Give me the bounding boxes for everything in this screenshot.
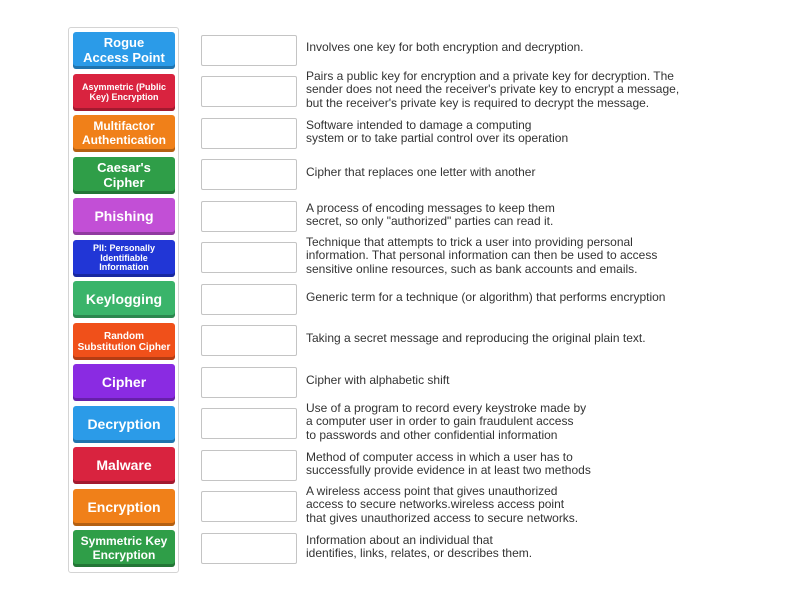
- drop-box-11[interactable]: [201, 450, 297, 481]
- tile-asymmetric-encryption[interactable]: Asymmetric (Public Key) Encryption: [73, 74, 175, 111]
- tile-caesars-cipher[interactable]: Caesar's Cipher: [73, 157, 175, 194]
- definition-9: [306, 363, 726, 399]
- drop-box-13[interactable]: [201, 533, 297, 564]
- drop-box-3[interactable]: [201, 118, 297, 149]
- definition-text: Method of computer access in which a user has to successfully provide evidence in at least two methods: [306, 449, 591, 477]
- tile-encryption[interactable]: Encryption: [73, 489, 175, 526]
- definition-4: [306, 155, 726, 191]
- definition-text: Cipher with alphabetic shift: [306, 373, 450, 388]
- drop-box-1[interactable]: [201, 35, 297, 66]
- definition-text: Software intended to damage a computing system or to take partial control over its operation: [306, 117, 569, 145]
- drop-box-6[interactable]: [201, 242, 297, 273]
- definition-text: Information about an individual that identifies, links, relates, or describes them.: [306, 532, 533, 560]
- definition-6: [306, 234, 726, 276]
- definition-text: Cipher that replaces one letter with another: [306, 165, 536, 180]
- tile-malware[interactable]: Malware: [73, 447, 175, 484]
- definition-text: Generic term for a technique (or algorithm) that performs encryption: [306, 290, 666, 305]
- drop-box-7[interactable]: [201, 284, 297, 315]
- drop-box-9[interactable]: [201, 367, 297, 398]
- drop-box-8[interactable]: [201, 325, 297, 356]
- definition-13: [306, 529, 726, 565]
- definition-text: Technique that attempts to trick a user into providing personal information. That personal information can then be used to access sensitive online resources, such as bank accounts and emails.: [306, 234, 658, 276]
- tile-random-substitution-cipher[interactable]: Random Substitution Cipher: [73, 323, 175, 360]
- definition-text: A process of encoding messages to keep them secret, so only "authorized" parties can read it.: [306, 200, 555, 228]
- definition-12: [306, 483, 726, 525]
- tile-pii[interactable]: PII: Personally Identifiable Information: [73, 240, 175, 277]
- tile-multifactor-authentication[interactable]: Multifactor Authentication: [73, 115, 175, 152]
- definition-11: [306, 446, 726, 482]
- tile-rogue-access-point[interactable]: Rogue Access Point: [73, 32, 175, 69]
- definition-2: [306, 68, 726, 110]
- definition-3: [306, 114, 726, 150]
- tile-cipher[interactable]: Cipher: [73, 364, 175, 401]
- definition-7: [306, 280, 726, 316]
- tile-phishing[interactable]: Phishing: [73, 198, 175, 235]
- drop-box-5[interactable]: [201, 201, 297, 232]
- tile-keylogging[interactable]: Keylogging: [73, 281, 175, 318]
- definition-1: [306, 30, 726, 66]
- drop-box-10[interactable]: [201, 408, 297, 439]
- definition-text: Involves one key for both encryption and decryption.: [306, 40, 584, 55]
- tile-decryption[interactable]: Decryption: [73, 406, 175, 443]
- definition-text: Taking a secret message and reproducing the original plain text.: [306, 331, 646, 346]
- definition-text: Use of a program to record every keystroke made by a computer user in order to gain fraudulent access to passwords and other confidential information: [306, 400, 587, 442]
- definition-10: [306, 400, 726, 442]
- definition-8: [306, 321, 726, 357]
- drop-box-12[interactable]: [201, 491, 297, 522]
- tile-symmetric-key-encryption[interactable]: Symmetric Key Encryption: [73, 530, 175, 567]
- drop-box-4[interactable]: [201, 159, 297, 190]
- definition-text: A wireless access point that gives unauthorized access to secure networks.wireless access point that gives unauthorized access to secure networks.: [306, 483, 579, 525]
- definition-5: [306, 197, 726, 233]
- definition-text: Pairs a public key for encryption and a private key for decryption. The sender does not need the receiver's private key to encrypt a message, but the receiver's private key is required to decrypt the message.: [306, 68, 680, 110]
- drop-box-2[interactable]: [201, 76, 297, 107]
